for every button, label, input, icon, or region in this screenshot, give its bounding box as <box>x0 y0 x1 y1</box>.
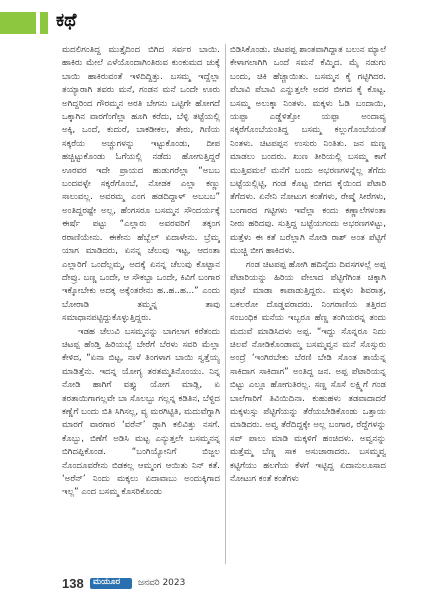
section-title: ಕಥೆ <box>56 10 77 31</box>
page-number: 138 <box>62 576 84 591</box>
paragraph: ಇಡಹ ಚೆಲುವಿ ಬಸಮ್ಮನನ್ನು ಬಾಗಲಾಗ ಕರೆತಂದು ಚಿಟಪ್ಪ ಹೆಂಡ್ತಿ ಹಿರಿಯಬ್ಬೆ ಬೇರೆಗೆ ಬೆರಳು ಸವರಿ ಮೆಲ್ಲಾ ಕೇಳಿದ, “ಏನಾ ಬಿಟ್ಟ, ನಾಳೆ ತಿಂಗಳಾಗ ಬಾಯಿ ಸ್ವತ್ತೆಯ್ಯ ಮಾಡಿತ್ತೆನು. ಇದನ್ನ ಯೋಗ್ಯ ತರತಮ್ಮತಿನೊಂಯು. ನಿನ್ನ ನೋಡಿ ಹಾಗಿಗೆ ವತ್ತ್ಯು ಯೋಗ ಮಾಡ್ಲಿ, ಏ ತರತಾಯಿಗಾಗಲ್ಲವೇ ಬಾ ಸೊಲಬ್ಬು ಗಲ್ಲನ್ನ ಕಡಿತಿನ, ಬೆಳ್ದಿದ ಕಣ್ಣೆಗೆ ಬಂದು ಬಿತಿ ಸಿಗಿಸಲ್ಲ, ವ್ಯ ಮರಗಿಟ್ಟಿತಿ, ಮದುವೆಗ್ನಾಗಿ ಮಾರಗೆ ವಾರಗಾರ ‘ವರೆನ್’ ಡ್ಗಾಗಿ ಕಲಿವಿತ್ತು ನಸಗೆ. ಕೊಬ್ಬು, ಬಿಣೆಗೆ ಅಡಿಸಿ ಮಟ್ಟ ಎನ್ಯುತ್ತಲೇ ಬಸಮ್ಮನನ್ನ ಬಿಗಿದಪ್ಪಿಕೊಂಡ. “ಬಂಗಿಯ್ಯೋನಿಗೆ ಬಿಜ್ಜಲ ನೊಂದೂವರೇನು ಬಿಡಕಲ್ಲ ಆಮ್ಮಂಗ ಆಯಿತು ನಿನ್ ಕತೆ. ‘ಅರೆನ್’ ನಿಂದು ಮಕ್ಕಲು ಏದಾವಾಬು ಅಂದುಕ್ಕಿಗಾದ ಇಲ್ಲ” ಎಂದ ಬಸಮ್ಮ ಕೊಸರಿಕೊಂಡು <box>62 326 220 498</box>
issue-date: ಜನವರಿ 2023 <box>138 578 186 588</box>
paragraph: ಗಂಡ ಚಿಟಪಪ್ಪ ಹೋಗಿ ಹದಿನೈದು ದಿವಸಗಳಲ್ಲೆ ಅಪ್ಪ ಪೆಟಾರಿಯನ್ನು ಹಿರಿಯ ವೇಲಾದ ಪೆಟ್ಟಿಗೆಗಿಂತ ಚಿಕ್ಕಾಗಿ ಪೂಜೆ ಮಾಡಾ ಕಾಪಾಡುತ್ತಿದ್ದರು. ಮಕ್ಕಳು ಶಿವರಾತ್ರ, ಬಕಲರೋ ದೊಡ್ಡವರಾದರು. ನಿಂಗರಾಣಿಯ ತತ್ತಿರದ ಸಂಬಂಧಿಕ ಮನೆಯ ಇಬ್ಬರೂ ಹೆಣ್ಣ ತಂಗಿಯರನ್ನ ತಂದು ಮದುವೆ ಮಾಡಿಸಿದಳು ಅಪ್ಪ. “ಇದ್ದು ಸೊನ್ನರೂ ನಿದು ಚಿಲವೆ ನೋಡಿಕೊಂಡಾಮ್ಮ ಬಸಮ್ಮವ್ವನ ಮನೆ ಸೊಸ್ಸುರು ಅಂದ್ರೆ ‘ಇಂಗಿರಬೇಕು ಬೆರಣಿ ಬೇಡಿ ಸೊಂತ ತಾಯೆನ್ನ ಸಾಕಿದಾಗ ಸಾಕಿದಾಗ” ಅಂತಿದ್ದ ಜನ. ಅಪ್ಪ ಪೆಟಾರಿಯನ್ನ ಬಿಟ್ಟು ಎಲ್ಲೂ ಹೋಗುತಿರಲ್ಲ. ಸಣ್ಣ ಸೊಸೆ ಲಕ್ಷ್ಮಿಗೆ ಗಂಡ ಬಾಲೆಗಾರಿಗೆ ತಿವಿಯಿದಿನಾ. ಕುಹುಹಳು ತಡವಾದಾದರೆ ಮಕ್ಕಳುಸ್ಸು ಪೆಟ್ಟಿಗೆಯನ್ನು ತೆರೆಯಬೇಡಿಕೊಂಡು ಒತ್ತಾಯ ಮಾಡಿದರು. ಅವ್ವ ತೆರೆದಿದ್ದಕ್ಕೇ ಅಲ್ಲ ಬಂಗಾರ, ರೆದ್ದೆಗಳನ್ನು ಸವ್ ಪಾಲು ಮಾಡಿ ಮಕ್ಕಳಿಗೆ ಹಂಚಿದಳು. ಅವ್ವನನ್ನು ಮತ್ತೆಮ್ಮ ಬೆಣ್ಣ ಸಾಕ ಅಸುಜಾರಾದರು. ಬಸಮ್ಮವ್ವ ಕಟ್ಟಿಗೆಯು ಹಲಗೆಯ ಕೆಳಗೆ ಇಟ್ಟಿದ್ದ ಏದಾನುಲೂಸಾದ ನೋಟುಗ ಕಂತೆ ಕಂತೆಗಳು <box>230 259 386 484</box>
column-divider <box>225 44 226 564</box>
paragraph: ಮದಲಿಗಂತಿದ್ದ ಮುತ್ತೈದಿಂದ ಬಿಗಿದ ಸರ್ವರ ಬಾಯಿ. ಹಾಕಿರು ಮೇಲೆ ಎಳೆಯೊಂದಾಗಿಂತಿರುವ ಕುಂಕುಮದ ಚುಕ್ಕೆ ಬಾಯಿ ಹಾಕಿರುವಂತೆ ಇಳಿದಿದ್ದಿತ್ತು. ಬಸಮ್ಮ ಇದ್ದೆಲ್ಲಾ ತಯ್ಯಾರಾಗಿ ತವರು ಮನೆ, ಗಂಡನ ಮನೆ ಒಂದೇ ಊರು ಅಗಿದ್ದರಿಂದ ಗೌರಮ್ಮನ ಅರತಿ ಬೇಗನು ಒಟ್ಟಿಗೇ ಹೋಗದೆ ಒಕ್ಕಾಗಿನ ವಾರಗೆಂಗೆಲ್ಲಾ ಹೂಗಿ ಕರೆದು, ಬೆಳ್ಳಿ ತಟ್ಟೆಯಲ್ಲಿ ಅಕ್ಕಿ, ಒಂದೆ, ಕುದುರೆ, ಬಾಕಡೀಕಲ, ತೇರು, ಗಿಣಿಯ ಸಕ್ಕರೆಯ ಅಚ್ಚುಗಳನ್ನು ಇಟ್ಟುಕೊಂಡು, ದೀಪ ಹಚ್ಚಿಟ್ಟುಕೊಂಡು ಓಗೆಯಲ್ಲಿ ನಡೆದು ಹೋಗುತ್ತಿದ್ದರೆ ಊರವರ ಇದೇ ಪ್ರಾಯದ ಹುಡುಗರೆಲ್ಲಾ “ಅಬಬ ಬಂದವಳ್ಳೇ ಸಕ್ಕರೆಗೊಂಬೆ, ನೋಡಕ ಎಲ್ಲಾ ಕಣ್ಣು ಸಾಲುವಲ್ಲ. ಅವರಮ್ಮ ಎಂಗ ಹಡದಿದ್ದಾಳ್ ಅಬಬಬ” ಅಂತಿದ್ದರಷ್ಟೇ ಅಲ್ಲ, ಹೆಂಗಸರೂ ಬಸಮ್ಮನ ಸೌಂದರ್ಯಕ್ಕೆ ಈರ್ಷೆ ಪಟ್ಟು “ಎಲ್ಲಾರು ಅವರವರಿಗೆ ತಕ್ಕಂಗ ರರಾಣಿಯೇನು. ಈಕೇನು ಹೆಬ್ಬೆಲ್ ಏದಾಳೇನು. ಬ್ರೆಮ್ಮ ಯಾಗ ಮಾಡಿದರು, ಏನನ್ನ ಚೆಲುವು ಇಟ್ಟ, ಆದಂತಾ ಎಲ್ಲಾರಿಗೆ ಒಂದೆಲ್ಲಮ್ಮ, ಅದಕ್ಕೆ ಏನನ್ನ ಚೆಲುವು ಕೊಟ್ಟಾನ ದೇವ್ರು. ಬಣ್ಣ ಒಂದೇ, ಆ ಸೌಕಬ್ಬಾ ಒಂದೇ, ಕಿವಿಗೆ ಬಂಗಾರ ಇಕ್ಕೋಬೇಕು ಅದಕ್ಕ ಅಕ್ಕೆಂತರೇನು ಹ..ಹ..ಹ...” ಎಂದು ಬೋರಾಡಿ ತಮ್ಮನ್ನ ತಾವು ಸಮಾಧಾನಪಟ್ಟಿದ್ದುಕೊಳ್ಳುತ್ತಿದ್ದರು. <box>62 45 220 324</box>
magazine-name: ಮಯೂರ <box>93 577 121 587</box>
paragraph: ಬಿಡಿಸಿಕೊಂಡು. ಚಿಟಪಪ್ಪ ಶಾಂತವಾಗಿದ್ದಾತ ಬಲುನ ಮ್ಯಾಲೆ ಕೇಳಾಗಲಾಗಿಗಿ ಒಂದೆ ಸಮನೆ ಕೆಮ್ಮಿದ. ಮೈ ನಡುಗು ಬಂದು, ಚಿಕಿ ಹೆಚ್ಚಾಯಿತು. ಬಸಮ್ಮನ ಕೈ ಗಟ್ಟಿಗಿದರ. ಪೆಬಾವಿ ಪೆಬಾವಿ ಎನ್ನುತ್ತಲೇ ಅದರ ಬೀಗದ ಕೈ ಕೊಟ್ಟ. ಬಸಮ್ಮ ಅಲುಕ್ಕಾ ನಿಂತಳು. ಮಕ್ಕಳು ಓಡಿ ಬಂದಾಯಿ, ಯಪ್ಪಾ ಎಡ್ಡೆಳಿತ್ತೋ ಯಪ್ಪಾ ಅಂದಾವ್ಯ ಸಕ್ಕರೆಗೊಂಬೆಯಂತಿದ್ದ ಬಸಮ್ಮ ಕಲ್ಲುಗೊಂಬೆಯಂತೆ ನಿಂತಳು. ಚಿಟಪಪ್ಪನ ಉಸುರು ನಿಂತಿತು. ಜನ ಮಣ್ಣ ಮಾಡಲು ಬಂದರು. ಖುಣ ತೀರಿಯಲ್ಲಿ ಬಸಮ್ಮ ಕಾಗೆ ಮುತ್ತಿವಮಲೆ ಮನೆಗೆ ಬಂದು ಅಭರಣಗಳನ್ನೆಲ್ಲ ತೆಗೆದು ಬಟ್ಟೆಯಲ್ಲಿಟ್ಟಿ, ಗಂಡ ಕೊಟ್ಟ ಬೀಗದ ಕೈಯಿಂದ ಪೆಟಾರಿ ತೆಗೆದಳು. ಏನೇನಿ ನೋಟುಗ ಕಂತೆಗಳು, ರೇಷ್ಮೆ ಸೀರೆಗಳು, ಬಂಗಾರದ ಗಟ್ಟಿಗಳು ಇವೆಲ್ಲಾ ಕಂದು ಕಣ್ಣಾಲೆಗಳಂತಾ ನೀರು ಹರಿದವು. ಸುತ್ತಿದ್ದ ಬಟ್ಟೆಯಗಂದು ಅಭರಣಗಳಿಟ್ಟು, ಮತ್ತೆಳು ಈ ಕತೆ ಬರೆಲ್ಲಾಗಿ ನೋಡಿ ರಾಶ್ ಅಂತ ಪೆಟ್ಟಿಗೆ ಮುಚ್ಚಿ ಬೀಗ ಹಾಕಿದಳು. <box>230 45 386 257</box>
section-accent-bar <box>0 12 48 34</box>
story-column-left <box>62 44 220 566</box>
section-header <box>0 6 422 36</box>
section-accent-stripe <box>36 12 40 34</box>
story-column-right <box>230 44 386 566</box>
